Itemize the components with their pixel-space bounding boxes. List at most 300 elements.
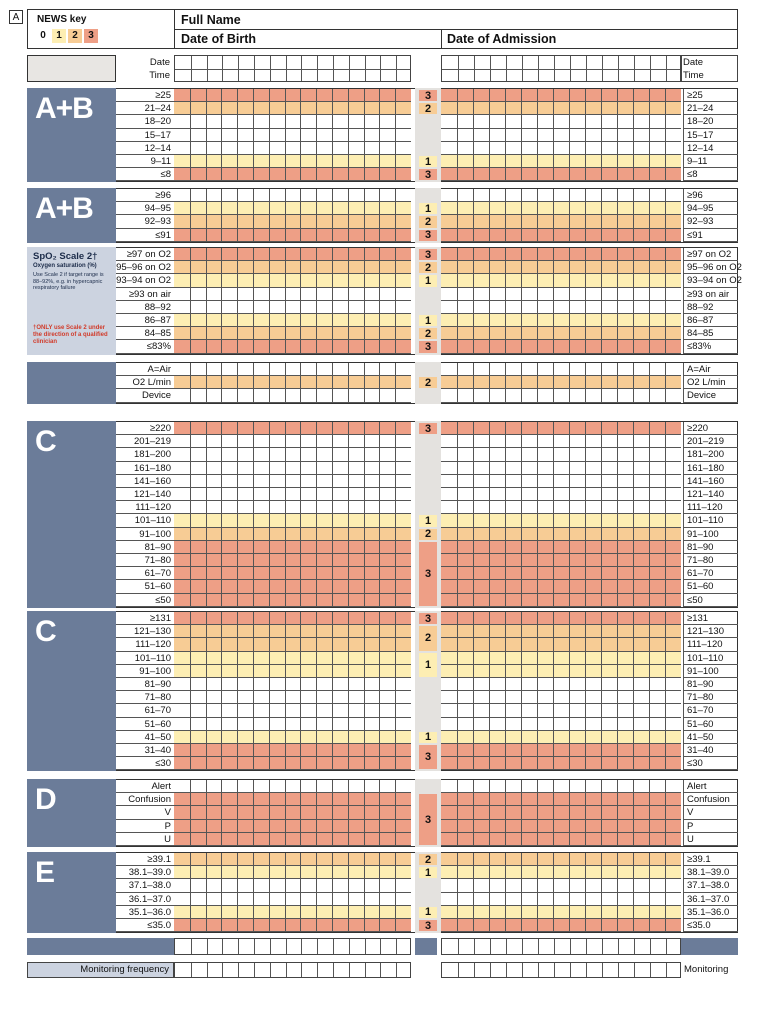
section-side-panel [27, 611, 116, 771]
score-band-row[interactable] [174, 906, 411, 919]
score-band-row[interactable] [441, 514, 681, 527]
score-band-row[interactable] [174, 514, 411, 527]
score-band-row[interactable] [174, 248, 411, 261]
score-band-row[interactable] [441, 820, 681, 833]
row-label: A=Air [116, 363, 174, 376]
row-label: 88–92 [116, 301, 174, 314]
row-label: 81–90 [116, 541, 174, 554]
row-label-right: 71–80 [683, 554, 738, 567]
row-label: 101–110 [116, 652, 174, 665]
row-label: 121–140 [116, 488, 174, 501]
score-band-row[interactable] [174, 554, 411, 567]
time-label: Time [149, 70, 170, 81]
score-band-row[interactable] [441, 462, 681, 475]
score-band-row[interactable] [174, 704, 411, 717]
score-band-row[interactable] [174, 919, 411, 932]
row-label-right: 101–110 [683, 652, 738, 665]
row-label-right: 92–93 [683, 215, 738, 228]
score-label: 3 [419, 169, 437, 180]
score-band-row[interactable] [441, 155, 681, 168]
score-band-row[interactable] [174, 168, 411, 181]
score-label: 3 [419, 230, 437, 241]
score-band-row[interactable] [174, 102, 411, 115]
row-label: 161–180 [116, 462, 174, 475]
spo2-warning: †ONLY use Scale 2 under the direction of a qualified clinician [33, 325, 108, 345]
row-label: U [116, 833, 174, 846]
section-side-panel [27, 779, 116, 847]
section-3 [27, 362, 738, 404]
score-band-row[interactable] [441, 665, 681, 678]
monitoring-grid[interactable] [441, 962, 681, 978]
row-label: 121–130 [116, 625, 174, 638]
row-label-right: ≤30 [683, 757, 738, 770]
row-label: 37.1–38.0 [116, 879, 174, 892]
row-label-right: 86–87 [683, 314, 738, 327]
score-label: 2 [419, 626, 437, 650]
score-band-row[interactable] [174, 744, 411, 757]
row-label: 12–14 [116, 142, 174, 155]
row-label: ≥220 [116, 422, 174, 435]
score-band-row[interactable] [441, 678, 681, 691]
news-key-box [27, 9, 175, 49]
score-band-row[interactable] [174, 866, 411, 879]
row-label: 15–17 [116, 129, 174, 142]
row-label: 61–70 [116, 704, 174, 717]
score-band-row[interactable] [441, 363, 681, 376]
row-label: 38.1–39.0 [116, 866, 174, 879]
row-label-right: 121–140 [683, 488, 738, 501]
score-band-row[interactable] [174, 665, 411, 678]
score-band-row[interactable] [174, 580, 411, 593]
score-band-row[interactable] [174, 288, 411, 301]
score-band-row[interactable] [174, 155, 411, 168]
score-band-row[interactable] [441, 102, 681, 115]
score-band-row[interactable] [441, 806, 681, 819]
row-label-right: 101–110 [683, 514, 738, 527]
score-band-row[interactable] [441, 301, 681, 314]
section-letter: A+B [35, 92, 93, 125]
score-band-row[interactable] [441, 202, 681, 215]
row-label-right: 141–160 [683, 475, 738, 488]
section-letter: C [35, 615, 56, 648]
score-band-row[interactable] [174, 202, 411, 215]
score-band-row[interactable] [441, 261, 681, 274]
row-label: 51–60 [116, 580, 174, 593]
row-label: 93–94 on O2 [116, 274, 174, 287]
score-band-row[interactable] [174, 638, 411, 651]
score-band-row[interactable] [174, 806, 411, 819]
monitoring-label-right: Monitoring [684, 964, 729, 975]
spo2-note: Use Scale 2 if target range is 88–92%, e.g. in hypercapnic respiratory failure [33, 272, 104, 291]
row-label-right: 111–120 [683, 638, 738, 651]
row-label-right: 95–96 on O2 [683, 261, 738, 274]
section-2 [27, 247, 742, 355]
score-band-row[interactable] [174, 215, 411, 228]
row-label-right: ≥97 on O2 [683, 248, 738, 261]
score-label: 3 [419, 249, 437, 260]
score-band-row[interactable] [174, 780, 411, 793]
score-band-row[interactable] [441, 704, 681, 717]
score-band-row[interactable] [174, 475, 411, 488]
score-band-row[interactable] [174, 793, 411, 806]
row-label: ≥93 on air [116, 288, 174, 301]
row-label: Confusion [116, 793, 174, 806]
row-label: 91–100 [116, 665, 174, 678]
score-band-row[interactable] [174, 448, 411, 461]
score-band-row[interactable] [174, 376, 411, 389]
score-band-row[interactable] [174, 833, 411, 846]
spo2-subtitle: Oxygen saturation (%) [33, 263, 97, 269]
section-4 [27, 421, 738, 608]
section-6 [27, 779, 738, 847]
row-label-right: ≤50 [683, 594, 738, 607]
section-letter: C [35, 425, 56, 458]
total-mid-bar [415, 938, 437, 955]
section-1 [27, 188, 738, 243]
score-band-row[interactable] [174, 853, 411, 866]
score-band-row[interactable] [441, 142, 681, 155]
datetime-right-box [681, 55, 738, 82]
row-label: O2 L/min [116, 376, 174, 389]
score-label: 2 [419, 328, 437, 339]
row-label: 21–24 [116, 102, 174, 115]
datetime-grid[interactable] [174, 55, 411, 82]
score-band-row[interactable] [174, 89, 411, 102]
section-letter: A+B [35, 192, 93, 225]
score-band-row[interactable] [441, 744, 681, 757]
score-band-row[interactable] [441, 314, 681, 327]
score-band-row[interactable] [441, 625, 681, 638]
score-band-row[interactable] [174, 115, 411, 128]
score-band-row[interactable] [174, 363, 411, 376]
score-label: 1 [419, 907, 437, 918]
score-band-row[interactable] [441, 833, 681, 846]
score-band-row[interactable] [174, 567, 411, 580]
row-label-right: 38.1–39.0 [683, 866, 738, 879]
row-label: 31–40 [116, 744, 174, 757]
score-band-row[interactable] [174, 129, 411, 142]
score-band-row[interactable] [174, 340, 411, 353]
row-label: ≤50 [116, 594, 174, 607]
row-label-right: 161–180 [683, 462, 738, 475]
total-side-bar [27, 938, 174, 955]
row-label: ≥96 [116, 189, 174, 202]
score-band-row[interactable] [174, 389, 411, 402]
dob-label: Date of Birth [181, 32, 256, 46]
row-label: ≥25 [116, 89, 174, 102]
score-label: 2 [419, 216, 437, 227]
score-band-row[interactable] [174, 879, 411, 892]
patient-header [174, 9, 738, 49]
row-label-right: Confusion [683, 793, 738, 806]
score-band-row[interactable] [174, 435, 411, 448]
row-label: 141–160 [116, 475, 174, 488]
score-band-row[interactable] [174, 820, 411, 833]
score-band-row[interactable] [174, 261, 411, 274]
score-label: 3 [419, 542, 437, 606]
score-band-row[interactable] [441, 376, 681, 389]
score-band-row[interactable] [441, 879, 681, 892]
row-label-right: Device [683, 389, 738, 402]
score-label: 3 [419, 341, 437, 352]
score-band-row[interactable] [441, 129, 681, 142]
score-band-row[interactable] [441, 115, 681, 128]
row-label-right: 41–50 [683, 731, 738, 744]
score-label: 1 [419, 275, 437, 286]
score-band-row[interactable] [441, 580, 681, 593]
row-label: 92–93 [116, 215, 174, 228]
score-band-row[interactable] [174, 327, 411, 340]
row-label: 95–96 on O2 [116, 261, 174, 274]
section-letter: E [35, 856, 55, 889]
row-label-right: 91–100 [683, 528, 738, 541]
datetime-grid[interactable] [441, 55, 681, 82]
row-label: 36.1–37.0 [116, 893, 174, 906]
score-band-row[interactable] [441, 638, 681, 651]
row-label-right: ≥25 [683, 89, 738, 102]
score-band-row[interactable] [441, 248, 681, 261]
row-label-right: ≤35.0 [683, 919, 738, 932]
score-band-row[interactable] [441, 189, 681, 202]
row-label: Device [116, 389, 174, 402]
total-right-bar [680, 938, 738, 955]
section-side-panel [27, 421, 116, 608]
score-band-row[interactable] [174, 612, 411, 625]
score-label: 3 [419, 920, 437, 931]
row-label: ≥39.1 [116, 853, 174, 866]
score-band-row[interactable] [174, 189, 411, 202]
score-band-row[interactable] [441, 475, 681, 488]
score-label: 3 [419, 613, 437, 624]
row-label-right: 91–100 [683, 665, 738, 678]
score-band-row[interactable] [441, 652, 681, 665]
row-label-right: 12–14 [683, 142, 738, 155]
row-label-right: 81–90 [683, 678, 738, 691]
full-name-label: Full Name [181, 13, 241, 27]
score-band-row[interactable] [174, 488, 411, 501]
score-band-row[interactable] [441, 567, 681, 580]
row-label: 41–50 [116, 731, 174, 744]
row-label-right: ≤91 [683, 229, 738, 242]
section-0 [27, 88, 738, 182]
score-label: 1 [419, 315, 437, 326]
total-grid[interactable] [174, 938, 411, 955]
section-7 [27, 852, 738, 933]
score-label: 3 [419, 90, 437, 101]
score-label: 2 [419, 529, 437, 540]
score-band-row[interactable] [174, 528, 411, 541]
row-label-right: 201–219 [683, 435, 738, 448]
row-label-right: 81–90 [683, 541, 738, 554]
news-key-title: NEWS key [37, 14, 87, 25]
news-key-chips [36, 29, 98, 43]
row-label-right: 93–94 on O2 [683, 274, 738, 287]
score-band-row[interactable] [174, 625, 411, 638]
score-label: 1 [419, 156, 437, 167]
score-band-row[interactable] [174, 274, 411, 287]
score-band-row[interactable] [174, 652, 411, 665]
monitoring-label-left: Monitoring frequency [27, 962, 174, 978]
score-band-row[interactable] [174, 594, 411, 607]
row-label-right: A=Air [683, 363, 738, 376]
key-chip-3: 3 [84, 29, 98, 43]
score-label: 2 [419, 377, 437, 388]
row-label-right: O2 L/min [683, 376, 738, 389]
score-band-row[interactable] [441, 594, 681, 607]
score-band-row[interactable] [441, 215, 681, 228]
score-band-row[interactable] [441, 389, 681, 402]
score-band-row[interactable] [441, 853, 681, 866]
row-label: ≤83% [116, 340, 174, 353]
score-band-row[interactable] [441, 501, 681, 514]
row-label: P [116, 820, 174, 833]
row-label: Alert [116, 780, 174, 793]
row-label-right: 71–80 [683, 691, 738, 704]
score-band-row[interactable] [441, 612, 681, 625]
score-band-row[interactable] [441, 168, 681, 181]
score-band-row[interactable] [174, 142, 411, 155]
score-band-row[interactable] [441, 541, 681, 554]
score-label: 3 [419, 794, 437, 845]
total-grid[interactable] [441, 938, 681, 955]
row-label-right: ≥131 [683, 612, 738, 625]
score-band-row[interactable] [174, 678, 411, 691]
monitoring-grid[interactable] [174, 962, 411, 978]
row-label-right: 15–17 [683, 129, 738, 142]
score-band-row[interactable] [174, 541, 411, 554]
score-label: 2 [419, 854, 437, 865]
score-band-row[interactable] [441, 488, 681, 501]
row-label-right: ≥39.1 [683, 853, 738, 866]
score-band-row[interactable] [174, 893, 411, 906]
score-band-row[interactable] [174, 757, 411, 770]
row-label: ≤8 [116, 168, 174, 181]
score-band-row[interactable] [441, 288, 681, 301]
score-band-row[interactable] [441, 422, 681, 435]
row-label-right: 31–40 [683, 744, 738, 757]
figure-tag: A [9, 10, 23, 24]
score-band-row[interactable] [441, 757, 681, 770]
score-band-row[interactable] [174, 731, 411, 744]
row-label: 84–85 [116, 327, 174, 340]
score-label: 1 [419, 867, 437, 878]
score-band-row[interactable] [441, 718, 681, 731]
monitoring-row [27, 962, 738, 978]
key-chip-0: 0 [36, 29, 50, 43]
score-label: 1 [419, 653, 437, 677]
section-side-panel [27, 188, 116, 243]
score-label: 1 [419, 203, 437, 214]
row-label: 18–20 [116, 115, 174, 128]
row-label: 91–100 [116, 528, 174, 541]
row-label-right: ≤83% [683, 340, 738, 353]
score-band-row[interactable] [174, 229, 411, 242]
row-label: 81–90 [116, 678, 174, 691]
date-label-right: Date [683, 57, 704, 68]
score-band-row[interactable] [441, 340, 681, 353]
score-band-row[interactable] [441, 906, 681, 919]
score-band-row[interactable] [174, 301, 411, 314]
row-label: 181–200 [116, 448, 174, 461]
row-label: 71–80 [116, 554, 174, 567]
score-band-row[interactable] [441, 793, 681, 806]
score-band-row[interactable] [441, 89, 681, 102]
score-band-row[interactable] [441, 691, 681, 704]
row-label-right: 94–95 [683, 202, 738, 215]
row-label-right: ≥96 [683, 189, 738, 202]
score-total-row [27, 938, 738, 955]
score-band-row[interactable] [441, 780, 681, 793]
row-label: ≤35.0 [116, 919, 174, 932]
row-label-right: 181–200 [683, 448, 738, 461]
row-label: V [116, 806, 174, 819]
row-label: 71–80 [116, 691, 174, 704]
score-band-row[interactable] [441, 327, 681, 340]
score-band-row[interactable] [174, 501, 411, 514]
score-band-row[interactable] [441, 229, 681, 242]
score-band-row[interactable] [174, 422, 411, 435]
row-label-right: 21–24 [683, 102, 738, 115]
key-chip-2: 2 [68, 29, 82, 43]
row-label-right: 36.1–37.0 [683, 893, 738, 906]
section-letter: D [35, 783, 56, 816]
score-label: 1 [419, 732, 437, 743]
time-label-right: Time [683, 70, 704, 81]
score-band-row[interactable] [441, 866, 681, 879]
score-band-row[interactable] [174, 691, 411, 704]
score-label: 3 [419, 423, 437, 434]
score-band-row[interactable] [174, 462, 411, 475]
row-label-right: ≥220 [683, 422, 738, 435]
row-label: ≥131 [116, 612, 174, 625]
score-band-row[interactable] [441, 448, 681, 461]
section-side-panel [27, 362, 116, 404]
row-label-right: ≤8 [683, 168, 738, 181]
spo2-title: SpO₂ Scale 2† [33, 251, 98, 262]
row-label: 86–87 [116, 314, 174, 327]
row-label-right: 111–120 [683, 501, 738, 514]
row-label-right: 121–130 [683, 625, 738, 638]
row-label-right: 18–20 [683, 115, 738, 128]
row-label-right: 61–70 [683, 567, 738, 580]
score-band-row[interactable] [174, 718, 411, 731]
row-label: 51–60 [116, 718, 174, 731]
score-band-row[interactable] [441, 731, 681, 744]
row-label: 201–219 [116, 435, 174, 448]
score-label: 2 [419, 262, 437, 273]
score-band-row[interactable] [174, 314, 411, 327]
row-label: 111–120 [116, 638, 174, 651]
row-label: 101–110 [116, 514, 174, 527]
row-label: 94–95 [116, 202, 174, 215]
score-band-row[interactable] [441, 919, 681, 932]
row-label-right: P [683, 820, 738, 833]
row-label: ≥97 on O2 [116, 248, 174, 261]
row-label: 35.1–36.0 [116, 906, 174, 919]
key-chip-1: 1 [52, 29, 66, 43]
score-band-row[interactable] [441, 893, 681, 906]
score-band-row[interactable] [441, 554, 681, 567]
score-band-row[interactable] [441, 528, 681, 541]
row-label-right: Alert [683, 780, 738, 793]
score-band-row[interactable] [441, 274, 681, 287]
section-side-panel [27, 247, 116, 355]
section-5 [27, 611, 738, 771]
score-band-row[interactable] [441, 435, 681, 448]
row-label-right: 37.1–38.0 [683, 879, 738, 892]
row-label-right: 35.1–36.0 [683, 906, 738, 919]
row-label: 61–70 [116, 567, 174, 580]
